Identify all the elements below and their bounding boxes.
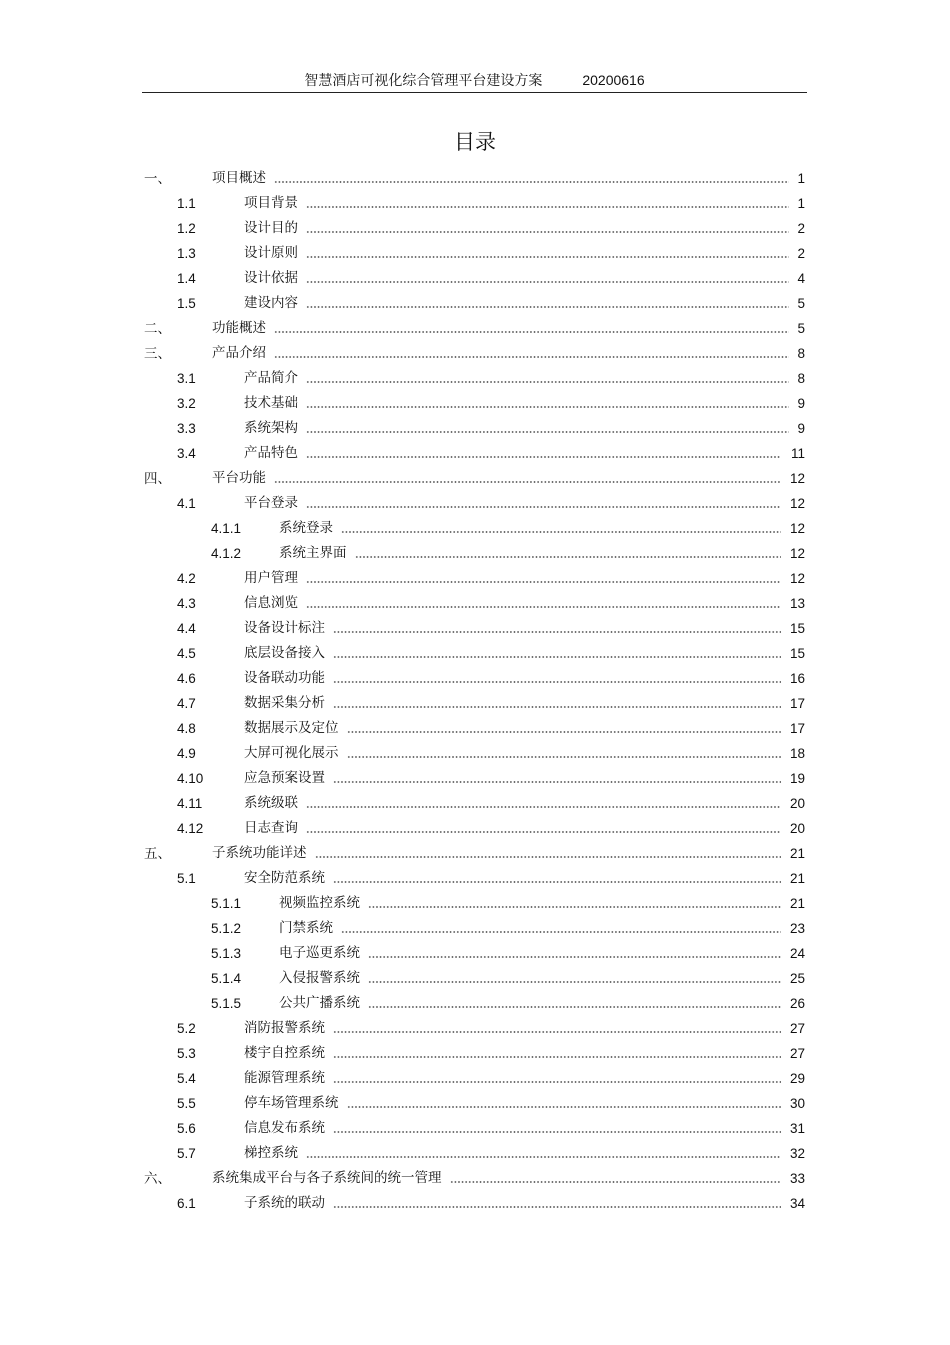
toc-entry-title: 用户管理 bbox=[244, 570, 298, 586]
toc-entry-number: 5.6 bbox=[177, 1121, 196, 1136]
toc-leader-dots bbox=[306, 831, 781, 833]
toc-entry-page: 11 bbox=[790, 446, 805, 461]
toc-title: 目录 bbox=[454, 130, 496, 154]
toc-entry-title: 消防报警系统 bbox=[244, 1020, 325, 1036]
toc-entry-title: 信息浏览 bbox=[244, 595, 298, 611]
toc-entry-number: 5.1.3 bbox=[211, 946, 242, 961]
toc-entry-number: 3.4 bbox=[177, 446, 196, 461]
toc-entry-page: 13 bbox=[789, 596, 805, 611]
toc-entry-title: 产品简介 bbox=[244, 370, 298, 386]
toc-entry-title: 子系统功能详述 bbox=[212, 845, 307, 861]
toc-entry-title: 电子巡更系统 bbox=[279, 945, 360, 961]
toc-entry[interactable] bbox=[142, 816, 807, 841]
toc-entry-page: 29 bbox=[789, 1071, 805, 1086]
toc-entry-number: 1.4 bbox=[177, 271, 196, 286]
toc-entry-page: 34 bbox=[789, 1196, 805, 1211]
toc-entry-page: 1 bbox=[797, 171, 805, 186]
toc-entry[interactable] bbox=[142, 366, 807, 391]
toc-entry[interactable] bbox=[142, 441, 807, 466]
toc-leader-dots bbox=[306, 456, 781, 458]
toc-leader-dots bbox=[274, 331, 789, 333]
toc-leader-dots bbox=[333, 1056, 781, 1058]
toc-entry-number: 5.2 bbox=[177, 1021, 196, 1036]
toc-entry-number: 5.5 bbox=[177, 1096, 196, 1111]
toc-entry-number: 5.3 bbox=[177, 1046, 196, 1061]
toc-entry[interactable] bbox=[142, 341, 807, 366]
toc-leader-dots bbox=[306, 231, 789, 233]
toc-leader-dots bbox=[368, 981, 781, 983]
toc-entry-number: 5.4 bbox=[177, 1071, 196, 1086]
toc-entry-page: 25 bbox=[789, 971, 805, 986]
toc-entry[interactable] bbox=[142, 1041, 807, 1066]
toc-entry-page: 9 bbox=[797, 421, 805, 436]
toc-entry[interactable] bbox=[142, 841, 807, 866]
toc-entry[interactable] bbox=[142, 291, 807, 316]
toc-entry-title: 系统集成平台与各子系统间的统一管理 bbox=[212, 1170, 442, 1186]
toc-entry[interactable] bbox=[142, 1191, 807, 1216]
toc-leader-dots bbox=[274, 181, 789, 183]
toc-entry-page: 17 bbox=[789, 721, 805, 736]
toc-entry-title: 项目概述 bbox=[212, 170, 266, 186]
toc-entry-number: 5.1.4 bbox=[211, 971, 242, 986]
table-of-contents bbox=[142, 166, 807, 1216]
toc-entry[interactable] bbox=[142, 891, 807, 916]
toc-entry-number: 4.3 bbox=[177, 596, 196, 611]
toc-leader-dots bbox=[347, 1106, 782, 1108]
toc-entry-page: 33 bbox=[789, 1171, 805, 1186]
toc-leader-dots bbox=[341, 931, 781, 933]
toc-entry[interactable] bbox=[142, 1066, 807, 1091]
toc-leader-dots bbox=[333, 681, 781, 683]
toc-leader-dots bbox=[306, 381, 789, 383]
toc-entry-page: 8 bbox=[797, 346, 805, 361]
toc-entry-title: 平台功能 bbox=[212, 470, 266, 486]
toc-entry-title: 梯控系统 bbox=[244, 1145, 298, 1161]
toc-entry[interactable] bbox=[142, 516, 807, 541]
toc-entry-title: 能源管理系统 bbox=[244, 1070, 325, 1086]
toc-entry[interactable] bbox=[142, 591, 807, 616]
toc-entry-number: 5.7 bbox=[177, 1146, 196, 1161]
toc-entry[interactable] bbox=[142, 316, 807, 341]
header-title: 智慧酒店可视化综合管理平台建设方案 bbox=[304, 73, 543, 89]
toc-entry-page: 12 bbox=[789, 546, 805, 561]
toc-entry-number: 3.1 bbox=[177, 371, 196, 386]
toc-entry-page: 20 bbox=[789, 821, 805, 836]
toc-entry-title: 设备设计标注 bbox=[244, 620, 325, 636]
toc-entry[interactable] bbox=[142, 1116, 807, 1141]
toc-leader-dots bbox=[347, 756, 782, 758]
toc-entry[interactable] bbox=[142, 766, 807, 791]
toc-leader-dots bbox=[333, 781, 781, 783]
toc-entry-page: 31 bbox=[789, 1121, 805, 1136]
toc-entry-page: 27 bbox=[789, 1021, 805, 1036]
toc-entry-page: 8 bbox=[797, 371, 805, 386]
toc-entry[interactable] bbox=[142, 791, 807, 816]
toc-entry-number: 5.1.2 bbox=[211, 921, 242, 936]
toc-leader-dots bbox=[333, 1131, 781, 1133]
toc-entry-page: 21 bbox=[789, 871, 805, 886]
toc-entry[interactable] bbox=[142, 941, 807, 966]
toc-entry-number: 1.3 bbox=[177, 246, 196, 261]
toc-entry-page: 15 bbox=[789, 621, 805, 636]
toc-entry-title: 底层设备接入 bbox=[244, 645, 325, 661]
toc-leader-dots bbox=[333, 706, 781, 708]
toc-entry-title: 建设内容 bbox=[244, 295, 298, 311]
toc-leader-dots bbox=[306, 1156, 781, 1158]
toc-entry[interactable] bbox=[142, 641, 807, 666]
toc-entry-page: 12 bbox=[789, 496, 805, 511]
toc-entry-number: 1.1 bbox=[177, 196, 196, 211]
toc-entry-title: 平台登录 bbox=[244, 495, 298, 511]
toc-leader-dots bbox=[333, 1206, 781, 1208]
toc-entry-title: 设备联动功能 bbox=[244, 670, 325, 686]
toc-entry-number: 3.2 bbox=[177, 396, 196, 411]
toc-entry-title: 产品介绍 bbox=[212, 345, 266, 361]
toc-entry[interactable] bbox=[142, 391, 807, 416]
toc-entry[interactable] bbox=[142, 916, 807, 941]
toc-entry-title: 信息发布系统 bbox=[244, 1120, 325, 1136]
toc-entry[interactable] bbox=[142, 691, 807, 716]
toc-entry-number: 4.8 bbox=[177, 721, 196, 736]
toc-entry-page: 16 bbox=[789, 671, 805, 686]
toc-entry-title: 数据展示及定位 bbox=[244, 720, 339, 736]
toc-leader-dots bbox=[355, 556, 782, 558]
page-header bbox=[142, 70, 807, 92]
toc-entry[interactable] bbox=[142, 241, 807, 266]
toc-leader-dots bbox=[347, 731, 782, 733]
toc-leader-dots bbox=[333, 881, 781, 883]
toc-entry[interactable] bbox=[142, 666, 807, 691]
toc-entry-number: 4.5 bbox=[177, 646, 196, 661]
toc-entry-page: 15 bbox=[789, 646, 805, 661]
toc-entry[interactable] bbox=[142, 491, 807, 516]
toc-entry-title: 系统级联 bbox=[244, 795, 298, 811]
toc-leader-dots bbox=[315, 856, 782, 858]
toc-entry[interactable] bbox=[142, 866, 807, 891]
toc-entry-page: 2 bbox=[797, 246, 805, 261]
toc-entry[interactable] bbox=[142, 1091, 807, 1116]
toc-entry-page: 20 bbox=[789, 796, 805, 811]
toc-entry-number: 1.5 bbox=[177, 296, 196, 311]
toc-entry[interactable] bbox=[142, 541, 807, 566]
toc-entry[interactable] bbox=[142, 466, 807, 491]
toc-entry[interactable] bbox=[142, 416, 807, 441]
toc-entry-number: 4.10 bbox=[177, 771, 204, 786]
toc-entry-page: 24 bbox=[789, 946, 805, 961]
toc-entry-title: 楼宇自控系统 bbox=[244, 1045, 325, 1061]
toc-entry[interactable] bbox=[142, 716, 807, 741]
toc-leader-dots bbox=[341, 531, 781, 533]
toc-entry-number: 二、 bbox=[144, 321, 171, 336]
toc-leader-dots bbox=[306, 256, 789, 258]
toc-entry-number: 4.11 bbox=[177, 796, 203, 811]
header-date: 20200616 bbox=[582, 72, 645, 88]
toc-leader-dots bbox=[450, 1181, 782, 1183]
toc-entry-page: 32 bbox=[789, 1146, 805, 1161]
toc-leader-dots bbox=[368, 906, 781, 908]
toc-leader-dots bbox=[306, 206, 789, 208]
toc-entry-number: 4.9 bbox=[177, 746, 196, 761]
toc-entry-title: 系统登录 bbox=[279, 520, 333, 536]
toc-entry-title: 公共广播系统 bbox=[279, 995, 360, 1011]
toc-entry-page: 30 bbox=[789, 1096, 805, 1111]
toc-entry[interactable] bbox=[142, 1016, 807, 1041]
toc-entry[interactable] bbox=[142, 616, 807, 641]
toc-entry-number: 4.1.1 bbox=[211, 521, 242, 536]
toc-leader-dots bbox=[333, 1081, 781, 1083]
toc-entry-title: 产品特色 bbox=[244, 445, 298, 461]
toc-entry[interactable] bbox=[142, 566, 807, 591]
toc-leader-dots bbox=[333, 656, 781, 658]
toc-entry-title: 应急预案设置 bbox=[244, 770, 325, 786]
toc-entry-title: 子系统的联动 bbox=[244, 1195, 325, 1211]
toc-entry-title: 系统架构 bbox=[244, 420, 298, 436]
toc-entry-number: 4.2 bbox=[177, 571, 196, 586]
toc-entry-number: 5.1.5 bbox=[211, 996, 242, 1011]
toc-leader-dots bbox=[274, 481, 781, 483]
toc-entry[interactable] bbox=[142, 191, 807, 216]
toc-entry-page: 18 bbox=[789, 746, 805, 761]
toc-leader-dots bbox=[306, 606, 781, 608]
toc-entry-page: 27 bbox=[789, 1046, 805, 1061]
toc-entry-number: 6.1 bbox=[177, 1196, 196, 1211]
toc-leader-dots bbox=[368, 1006, 781, 1008]
toc-leader-dots bbox=[306, 431, 789, 433]
toc-leader-dots bbox=[306, 581, 781, 583]
toc-entry[interactable] bbox=[142, 266, 807, 291]
toc-entry-title: 设计依据 bbox=[244, 270, 298, 286]
toc-entry[interactable] bbox=[142, 1166, 807, 1191]
toc-entry-number: 4.12 bbox=[177, 821, 204, 836]
toc-entry-number: 4.4 bbox=[177, 621, 196, 636]
toc-entry-page: 5 bbox=[797, 296, 805, 311]
toc-entry-title: 项目背景 bbox=[244, 195, 298, 211]
toc-entry-page: 12 bbox=[789, 521, 805, 536]
toc-entry-title: 安全防范系统 bbox=[244, 870, 325, 886]
toc-leader-dots bbox=[306, 406, 789, 408]
toc-entry-number: 三、 bbox=[144, 346, 171, 361]
toc-entry-number: 5.1.1 bbox=[211, 896, 242, 911]
toc-leader-dots bbox=[333, 631, 781, 633]
toc-entry[interactable] bbox=[142, 741, 807, 766]
toc-entry-page: 21 bbox=[789, 846, 805, 861]
toc-entry-page: 9 bbox=[797, 396, 805, 411]
toc-entry-page: 4 bbox=[797, 271, 805, 286]
toc-entry-title: 入侵报警系统 bbox=[279, 970, 360, 986]
toc-entry[interactable] bbox=[142, 991, 807, 1016]
toc-entry-title: 技术基础 bbox=[244, 395, 298, 411]
toc-entry-title: 停车场管理系统 bbox=[244, 1095, 339, 1111]
toc-entry-page: 12 bbox=[789, 471, 805, 486]
toc-entry-page: 19 bbox=[789, 771, 805, 786]
toc-entry-page: 21 bbox=[789, 896, 805, 911]
toc-entry-number: 六、 bbox=[144, 1171, 171, 1186]
toc-leader-dots bbox=[306, 306, 789, 308]
toc-entry-title: 设计目的 bbox=[244, 220, 298, 236]
toc-entry-number: 4.1 bbox=[177, 496, 196, 511]
toc-leader-dots bbox=[274, 356, 789, 358]
toc-entry-number: 4.1.2 bbox=[211, 546, 242, 561]
toc-entry-number: 一、 bbox=[144, 171, 171, 186]
toc-leader-dots bbox=[333, 1031, 781, 1033]
toc-entry-page: 5 bbox=[797, 321, 805, 336]
toc-entry-number: 4.7 bbox=[177, 696, 196, 711]
toc-entry-page: 12 bbox=[789, 571, 805, 586]
toc-entry-number: 5.1 bbox=[177, 871, 196, 886]
toc-entry[interactable] bbox=[142, 216, 807, 241]
toc-entry-page: 26 bbox=[789, 996, 805, 1011]
toc-entry-title: 功能概述 bbox=[212, 320, 266, 336]
toc-entry-title: 日志查询 bbox=[244, 820, 298, 836]
toc-entry-page: 2 bbox=[797, 221, 805, 236]
toc-entry-page: 23 bbox=[789, 921, 805, 936]
toc-entry-page: 17 bbox=[789, 696, 805, 711]
toc-leader-dots bbox=[306, 281, 789, 283]
toc-entry[interactable] bbox=[142, 966, 807, 991]
toc-entry[interactable] bbox=[142, 166, 807, 191]
toc-leader-dots bbox=[306, 506, 781, 508]
toc-entry-title: 系统主界面 bbox=[279, 545, 347, 561]
toc-entry-title: 数据采集分析 bbox=[244, 695, 325, 711]
toc-entry-title: 设计原则 bbox=[244, 245, 298, 261]
header-divider bbox=[142, 92, 807, 93]
toc-leader-dots bbox=[368, 956, 781, 958]
toc-entry-title: 大屏可视化展示 bbox=[244, 745, 339, 761]
toc-entry-number: 1.2 bbox=[177, 221, 196, 236]
toc-entry[interactable] bbox=[142, 1141, 807, 1166]
toc-entry-page: 1 bbox=[797, 196, 805, 211]
toc-entry-number: 五、 bbox=[144, 846, 171, 861]
toc-entry-number: 3.3 bbox=[177, 421, 196, 436]
toc-entry-title: 门禁系统 bbox=[279, 920, 333, 936]
toc-entry-number: 4.6 bbox=[177, 671, 196, 686]
toc-entry-title: 视频监控系统 bbox=[279, 895, 360, 911]
toc-leader-dots bbox=[306, 806, 781, 808]
toc-entry-number: 四、 bbox=[144, 471, 171, 486]
